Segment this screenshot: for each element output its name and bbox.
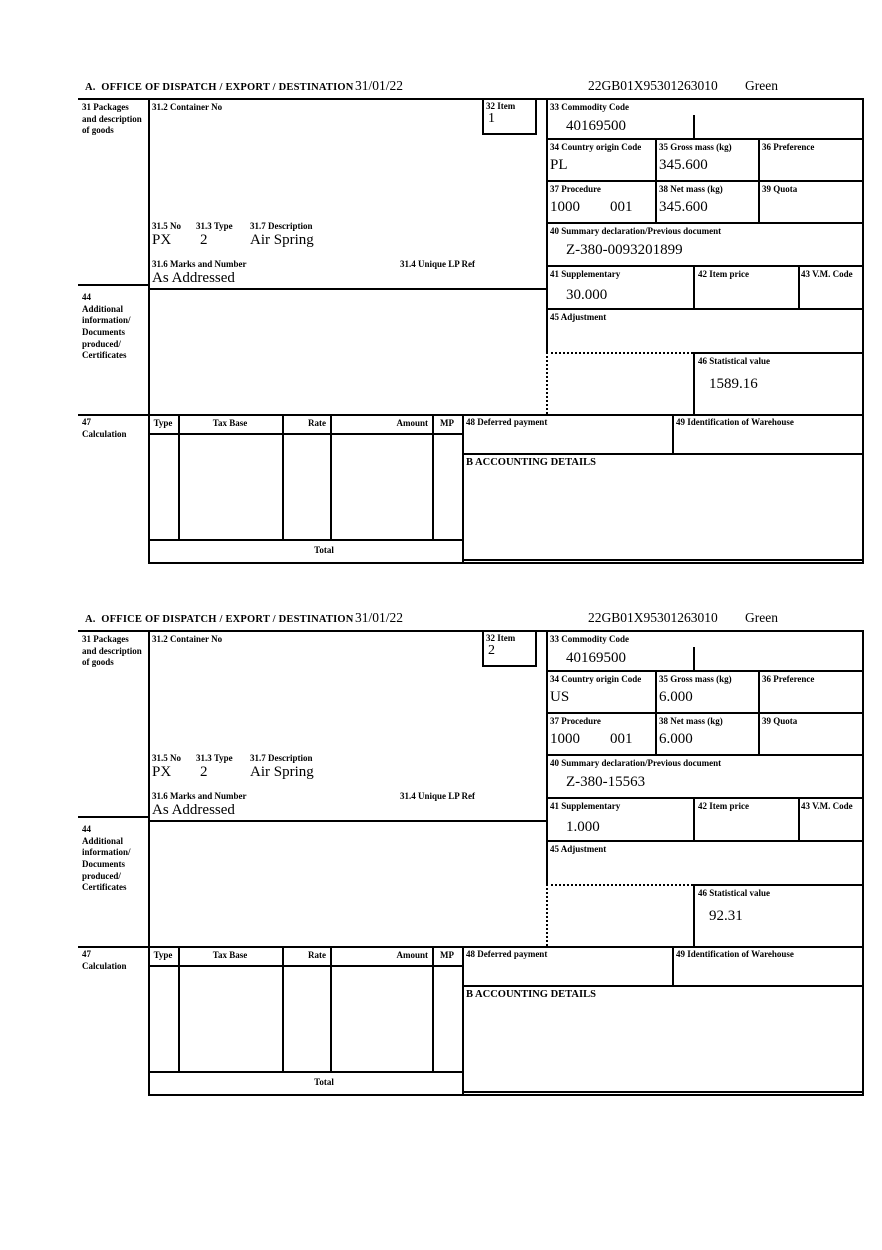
rule [78, 414, 864, 416]
marks-and-number-value: As Addressed [152, 802, 235, 818]
rule [546, 840, 862, 842]
box47-text: Calculation [82, 960, 127, 971]
rule [546, 222, 862, 224]
office-of-dispatch-header [85, 614, 354, 626]
box46-statistical-label: 46 Statistical value [698, 888, 770, 898]
box38-net-mass-label: 38 Net mass (kg) [659, 716, 723, 726]
box49-warehouse-label: 49 Identification of Warehouse [676, 949, 794, 959]
box32-item-label: 32 Item [486, 101, 516, 111]
box33-commodity-label: 33 Commodity Code [550, 102, 629, 112]
rule [462, 946, 464, 1094]
box33-commodity-label: 33 Commodity Code [550, 634, 629, 644]
box31-7-description-label: 31.7 Description [250, 221, 313, 231]
box31-4-lp-ref-label: 31.4 Unique LP Ref [400, 791, 476, 801]
rule [546, 630, 548, 884]
office-of-dispatch-header [85, 82, 354, 94]
rule [693, 884, 695, 946]
rule [862, 630, 864, 1094]
box31-5-no-label: 31.5 No [152, 221, 181, 231]
box39-quota-label: 39 Quota [762, 716, 798, 726]
marks-and-number-value: As Addressed [152, 270, 235, 286]
rule [178, 946, 180, 1071]
procedure-value-2: 001 [610, 199, 633, 215]
routing-status: Green [745, 78, 778, 93]
calc-mp-header: MP [440, 418, 454, 428]
rule [330, 414, 332, 539]
section-a-label: A. [85, 82, 96, 93]
rule [78, 946, 864, 948]
box36-preference-label: 36 Preference [762, 674, 815, 684]
item-number-value: 1 [488, 111, 495, 126]
rule [78, 630, 864, 632]
box42-item-price-label: 42 Item price [698, 269, 749, 279]
calc-mp-header: MP [440, 950, 454, 960]
box37-procedure-label: 37 Procedure [550, 184, 601, 194]
rule [546, 670, 862, 672]
box44-text: Additional information/ Documents produced/ Certificates [82, 835, 131, 893]
box34-origin-label: 34 Country origin Code [550, 142, 642, 152]
rule [432, 946, 434, 1071]
procedure-value: 1000 [550, 731, 580, 747]
rule [546, 180, 862, 182]
item-number-value: 2 [488, 643, 495, 658]
routing-status: Green [745, 610, 778, 625]
box31-5-no-label: 31.5 No [152, 753, 181, 763]
rule [546, 308, 862, 310]
box39-quota-label: 39 Quota [762, 184, 798, 194]
box44-number: 44 [82, 824, 91, 834]
box31-3-type-label: 31.3 Type [196, 753, 233, 763]
calc-type-header: Type [153, 418, 173, 428]
section-a-title: OFFICE OF DISPATCH / EXPORT / DESTINATION [101, 82, 354, 93]
section-a-label: A. [85, 614, 96, 625]
commodity-code-value: 40169500 [566, 650, 626, 666]
rule [148, 539, 462, 541]
previous-document-value: Z-380-15563 [566, 774, 646, 790]
rule [758, 670, 760, 754]
box40-previous-doc-label: 40 Summary declaration/Previous document [550, 226, 722, 236]
accounting-details-label: B ACCOUNTING DETAILS [466, 457, 596, 468]
goods-description-value: Air Spring [250, 232, 314, 248]
box31-label: 31 Packages and description of goods [82, 102, 142, 136]
rule [78, 284, 148, 286]
box45-adjustment-label: 45 Adjustment [550, 844, 607, 854]
box43-vm-code-label: 43 V.M. Code [801, 801, 853, 811]
box46-statistical-label: 46 Statistical value [698, 356, 770, 366]
calc-tax-base-header: Tax Base [212, 950, 248, 960]
box35-gross-mass-label: 35 Gross mass (kg) [659, 674, 732, 684]
procedure-value-2: 001 [610, 731, 633, 747]
package-no-value: PX [152, 764, 172, 780]
box35-gross-mass-label: 35 Gross mass (kg) [659, 142, 732, 152]
rule [546, 265, 862, 267]
supplementary-value: 1.000 [566, 819, 600, 835]
rule [148, 630, 150, 1094]
box49-warehouse-label: 49 Identification of Warehouse [676, 417, 794, 427]
rule [148, 965, 462, 967]
rule [546, 98, 548, 352]
rule [693, 352, 695, 414]
box34-origin-label: 34 Country origin Code [550, 674, 642, 684]
rule [546, 797, 862, 799]
rule [148, 820, 546, 822]
calc-tax-base-header: Tax Base [212, 418, 248, 428]
box40-previous-doc-label: 40 Summary declaration/Previous document [550, 758, 722, 768]
rule [148, 1071, 462, 1073]
rule [282, 946, 284, 1071]
rule [462, 985, 862, 987]
rule [693, 265, 695, 308]
net-mass-value: 6.000 [659, 731, 693, 747]
box31-3-type-label: 31.3 Type [196, 221, 233, 231]
rule [148, 288, 546, 290]
box48-deferred-payment-label: 48 Deferred payment [466, 949, 548, 959]
box31-2-container-label: 31.2 Container No [152, 634, 223, 644]
declaration-item-section-1 [78, 75, 868, 567]
calc-rate-header: Rate [308, 418, 326, 428]
net-mass-value: 345.600 [659, 199, 708, 215]
dotted-rule [546, 352, 548, 414]
country-origin-value: US [550, 689, 570, 705]
box31-6-marks-label: 31.6 Marks and Number [152, 791, 247, 801]
rule [798, 265, 800, 308]
box44-additional-info-label [82, 824, 140, 894]
rule [546, 138, 862, 140]
calc-total-label: Total [314, 1077, 334, 1087]
rule [148, 98, 150, 562]
box38-net-mass-label: 38 Net mass (kg) [659, 184, 723, 194]
statistical-value: 92.31 [709, 908, 743, 924]
rule [462, 414, 464, 562]
dispatch-date: 31/01/22 [355, 78, 404, 93]
dispatch-date: 31/01/22 [355, 610, 404, 625]
rule [330, 946, 332, 1071]
declaration-reference: 22GB01X95301263010 [588, 610, 718, 625]
goods-description-value: Air Spring [250, 764, 314, 780]
box44-text: Additional information/ Documents produced/ Certificates [82, 303, 131, 361]
box32-item-label: 32 Item [486, 633, 516, 643]
calc-rate-header: Rate [308, 950, 326, 960]
rule [78, 816, 148, 818]
gross-mass-value: 6.000 [659, 689, 693, 705]
package-type-value: 2 [200, 232, 208, 248]
box48-deferred-payment-label: 48 Deferred payment [466, 417, 548, 427]
box42-item-price-label: 42 Item price [698, 801, 749, 811]
rule [546, 712, 862, 714]
box47-text: Calculation [82, 428, 127, 439]
rule [462, 453, 862, 455]
box47-calculation-label [82, 949, 140, 972]
rule [546, 754, 862, 756]
box47-number: 47 [82, 417, 91, 427]
box45-adjustment-label: 45 Adjustment [550, 312, 607, 322]
box47-number: 47 [82, 949, 91, 959]
declaration-reference: 22GB01X95301263010 [588, 78, 718, 93]
commodity-code-tick [693, 115, 695, 138]
rule [798, 797, 800, 840]
box47-calculation-label [82, 417, 140, 440]
box31-2-container-label: 31.2 Container No [152, 102, 223, 112]
dotted-rule [546, 884, 693, 886]
commodity-code-tick [693, 647, 695, 670]
rule [655, 138, 657, 222]
procedure-value: 1000 [550, 199, 580, 215]
box31-4-lp-ref-label: 31.4 Unique LP Ref [400, 259, 476, 269]
box31-7-description-label: 31.7 Description [250, 753, 313, 763]
supplementary-value: 30.000 [566, 287, 608, 303]
country-origin-value: PL [550, 157, 568, 173]
box41-supplementary-label: 41 Supplementary [550, 801, 621, 811]
declaration-item-section-2 [78, 607, 868, 1099]
rule [148, 562, 864, 564]
rule [462, 559, 862, 561]
box36-preference-label: 36 Preference [762, 142, 815, 152]
box41-supplementary-label: 41 Supplementary [550, 269, 621, 279]
rule [693, 884, 862, 886]
box31-6-marks-label: 31.6 Marks and Number [152, 259, 247, 269]
previous-document-value: Z-380-0093201899 [566, 242, 683, 258]
calc-amount-header: Amount [396, 950, 428, 960]
dotted-rule [546, 884, 548, 946]
calc-total-label: Total [314, 545, 334, 555]
rule [148, 1094, 864, 1096]
section-a-title: OFFICE OF DISPATCH / EXPORT / DESTINATION [101, 614, 354, 625]
box44-number: 44 [82, 292, 91, 302]
rule [655, 670, 657, 754]
rule [672, 414, 674, 453]
rule [862, 98, 864, 562]
rule [693, 797, 695, 840]
accounting-details-label: B ACCOUNTING DETAILS [466, 989, 596, 1000]
box37-procedure-label: 37 Procedure [550, 716, 601, 726]
box43-vm-code-label: 43 V.M. Code [801, 269, 853, 279]
gross-mass-value: 345.600 [659, 157, 708, 173]
rule [78, 98, 864, 100]
rule [693, 352, 862, 354]
calc-type-header: Type [153, 950, 173, 960]
rule [462, 1091, 862, 1093]
package-type-value: 2 [200, 764, 208, 780]
package-no-value: PX [152, 232, 172, 248]
statistical-value: 1589.16 [709, 376, 758, 392]
commodity-code-value: 40169500 [566, 118, 626, 134]
box31-label: 31 Packages and description of goods [82, 634, 142, 668]
dotted-rule [546, 352, 693, 354]
rule [672, 946, 674, 985]
rule [432, 414, 434, 539]
rule [148, 433, 462, 435]
rule [178, 414, 180, 539]
rule [758, 138, 760, 222]
rule [282, 414, 284, 539]
box44-additional-info-label [82, 292, 140, 362]
calc-amount-header: Amount [396, 418, 428, 428]
